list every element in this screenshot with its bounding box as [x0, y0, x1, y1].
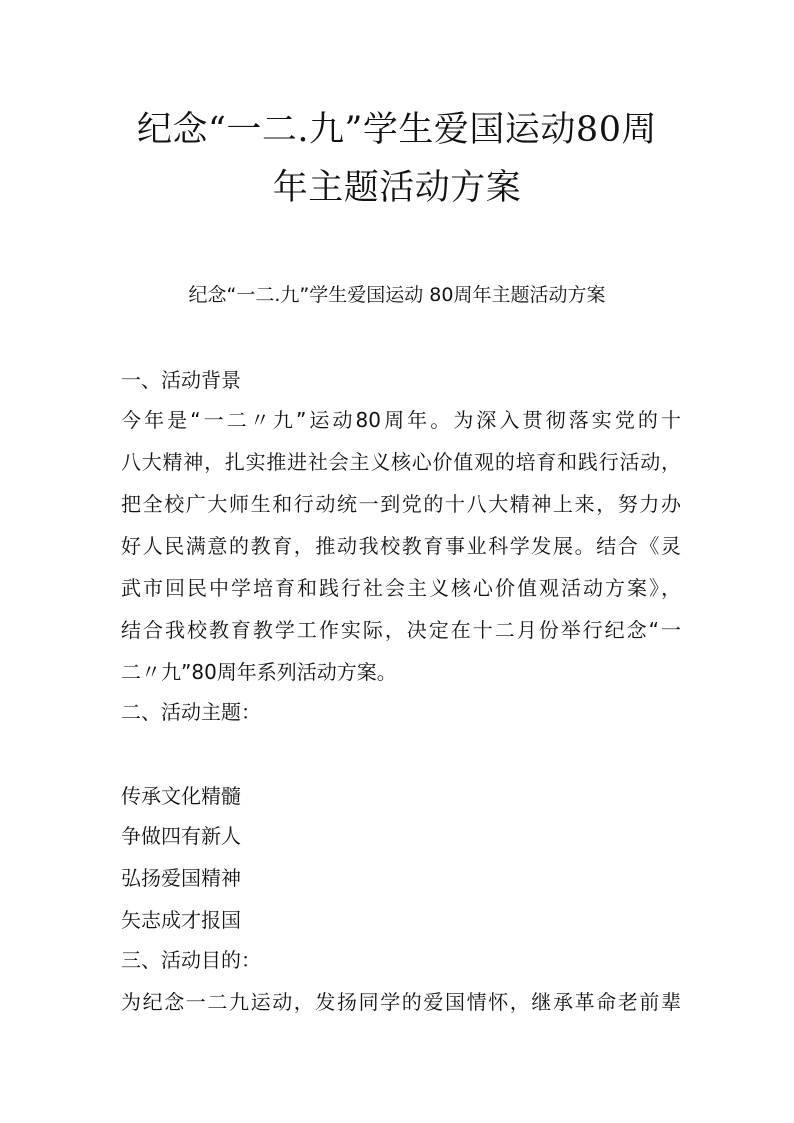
theme-item: 矢志成才报国 — [121, 908, 241, 932]
document-title-line-1: 纪念“一二.九”学生爱国运动80周 — [137, 110, 657, 150]
section-3-paragraph-line: 为纪念一二九运动，发扬同学的爱国情怀，继承革命老前辈 — [121, 990, 681, 1014]
section-2-heading: 二、活动主题： — [121, 700, 261, 724]
section-1-paragraph-line: 今年是“一二〃九”运动80周年。为深入贯彻落实党的十 — [121, 408, 681, 432]
section-3-heading: 三、活动目的： — [121, 948, 261, 972]
section-1-paragraph-line: 二〃九”80周年系列活动方案。 — [121, 660, 397, 684]
theme-item: 弘扬爱国精神 — [121, 866, 241, 890]
theme-item: 争做四有新人 — [121, 824, 241, 848]
section-1-paragraph-line: 把全校广大师生和行动统一到党的十八大精神上来，努力办 — [121, 492, 681, 516]
section-1-paragraph-line: 武市回民中学培育和践行社会主义核心价值观活动方案》， — [121, 576, 681, 600]
section-1-paragraph-line: 结合我校教育教学工作实际，决定在十二月份举行纪念“一 — [121, 618, 681, 642]
theme-item: 传承文化精髓 — [121, 784, 241, 808]
section-1-paragraph-line: 八大精神，扎实推进社会主义核心价值观的培育和践行活动， — [121, 450, 681, 474]
document-title-line-2: 年主题活动方案 — [272, 168, 522, 208]
section-1-paragraph-line: 好人民满意的教育，推动我校教育事业科学发展。结合《灵 — [121, 534, 681, 558]
document-subtitle: 纪念“一二.九”学生爱国运动 80周年主题活动方案 — [188, 284, 606, 306]
section-1-heading: 一、活动背景 — [121, 368, 241, 392]
